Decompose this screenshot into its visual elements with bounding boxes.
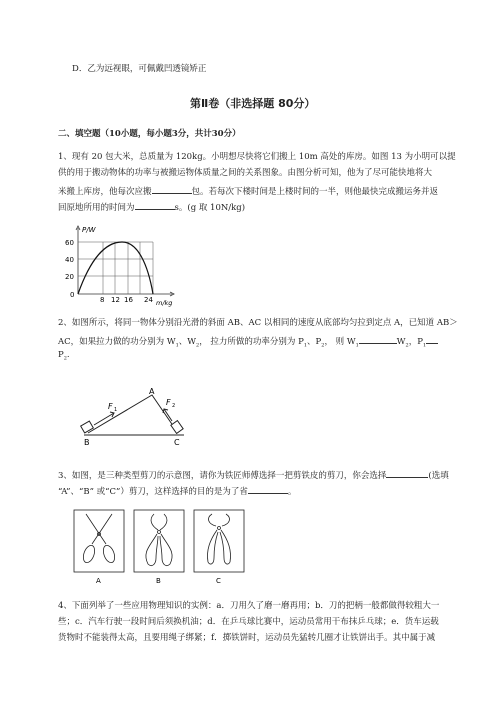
- q1-line-4: [58, 200, 245, 214]
- label-c: C: [174, 438, 180, 447]
- graph-ylabel: P/W: [82, 226, 96, 234]
- graph-xtick-12: 12: [111, 296, 120, 304]
- scissors-c-icon: [207, 514, 230, 564]
- q3-text-c: “A”、“B” 或“C”）剪刀，这样选择的目的是为了省: [58, 487, 248, 497]
- previous-question-option: D．乙为远视眼，可佩戴凹透镜矫正: [72, 64, 207, 74]
- q1-line-3-text-b: 包。若每次下楼时间是上楼时间的一半，则他最快完成搬运务并返: [191, 187, 439, 197]
- scissors-a-frame: [74, 510, 124, 572]
- block-on-ac: [171, 421, 183, 434]
- label-b: B: [84, 438, 90, 447]
- q2-text-g: ，P: [408, 337, 423, 347]
- q2-text-b: 、W: [178, 337, 197, 347]
- q3-text-b: (选填: [428, 471, 449, 481]
- scissors-b-icon: [146, 514, 172, 566]
- graph-xtick-8: 8: [100, 296, 105, 304]
- q2-line-2: AC，如果拉力做的功分别为 $W_1$、$W_2$， 拉力所做的功率分别为 $P_1$、$P_2$， 则 $W_1$ $W_2$，$P_1$: [58, 334, 438, 352]
- scissors-a-icon: [81, 514, 117, 564]
- q3-blank-purpose[interactable]: [248, 484, 288, 494]
- scissors-figure: [72, 508, 247, 586]
- q2-text-a: AC，如果拉力做的功分别为 W: [58, 337, 176, 347]
- graph-ytick-20: 20: [65, 273, 74, 281]
- q2-blank-power[interactable]: [426, 334, 438, 344]
- q2-line-3: $P_2$.: [58, 350, 70, 362]
- label-f1: F: [108, 402, 113, 411]
- incline-diagram: [80, 385, 190, 447]
- q3-blank-choice[interactable]: [386, 468, 428, 478]
- scissors-c-frame: [194, 510, 244, 572]
- q1-blank-packs[interactable]: [152, 184, 192, 194]
- q1-line-2: 供的用于搬动物体的功率与被搬运物体质量之间的关系图象。由图分析可知，他为了尽可能快地将大: [58, 168, 433, 178]
- q2-text-f: W: [396, 337, 406, 347]
- scissors-label-a: A: [96, 577, 101, 585]
- q1-blank-time[interactable]: [135, 200, 175, 210]
- q2-text-e: ， 则 W: [324, 337, 356, 347]
- svg-text:1: 1: [114, 407, 118, 413]
- q2-text-p2: P: [58, 350, 64, 360]
- q3-line-2: [58, 484, 296, 498]
- q4-line-2: 些；c．汽车行驶一段时间后须换机油；d．在乒乓球比赛中，运动员常用干布抹乒乓球；e．货车运载: [58, 617, 439, 627]
- q1-line-4-text-a: 回原地所用的时间为: [58, 203, 135, 213]
- incline-slopes: [88, 395, 178, 433]
- q1-line-1: 1、现有 20 包大米，总质量为 120kg。小明想尽快将它们搬上 10m 高处的库房。如图 13 为小明可以提: [58, 152, 456, 162]
- graph-ytick-0: 0: [70, 291, 75, 299]
- q2-text-c: ， 拉力所做的功率分别为 P: [199, 337, 304, 347]
- q4-line-1: 4、下面列举了一些应用物理知识的实例：a．刀用久了磨一磨再用；b．刀的把柄一般都做得较粗大一: [58, 601, 440, 611]
- svg-text:2: 2: [172, 403, 176, 409]
- graph-xlabel: m/kg: [156, 299, 173, 307]
- label-a: A: [149, 387, 155, 396]
- scissors-label-b: B: [156, 577, 161, 585]
- power-mass-graph: [60, 220, 185, 308]
- scissors-b-frame: [134, 510, 184, 572]
- graph-ytick-60: 60: [65, 239, 74, 247]
- q2-line-1: 2、如图所示，将同一物体分别沿光滑的斜面 AB、AC 以相同的速度从底部均匀拉到定点 A，已知道 AB＞: [58, 318, 458, 328]
- label-f2: F: [166, 398, 171, 407]
- graph-curve: [78, 242, 153, 294]
- q3-text-d: 。: [287, 487, 297, 497]
- q3-text-a: 3、如图，是三种类型剪刀的示意图，请你为铁匠师傅选择一把剪铁皮的剪刀，你会选择: [58, 471, 387, 481]
- q2-blank-work[interactable]: [359, 334, 397, 344]
- graph-ytick-40: 40: [65, 256, 74, 264]
- section-title: 二、填空题（10小题，每小题3分，共计30分）: [58, 129, 241, 139]
- q1-line-4-text-b: s。(g 取 10N/kg): [174, 203, 246, 213]
- part-heading: 第Ⅱ卷（非选择题 80分）: [190, 97, 316, 110]
- q1-line-3: [58, 184, 438, 198]
- graph-xtick-16: 16: [124, 296, 133, 304]
- q4-line-3: 货物时不能装得太高，且要用绳子绑紧；f．掷铁饼时，运动员先猛转几圈才让铁饼出手。其中属于减: [58, 633, 436, 643]
- graph-xtick-24: 24: [144, 296, 153, 304]
- q1-line-3-text-a: 米搬上库房，他每次应搬: [58, 187, 152, 197]
- scissors-label-c: C: [216, 577, 221, 585]
- q2-text-d: 、P: [307, 337, 322, 347]
- q3-line-1: [58, 468, 449, 482]
